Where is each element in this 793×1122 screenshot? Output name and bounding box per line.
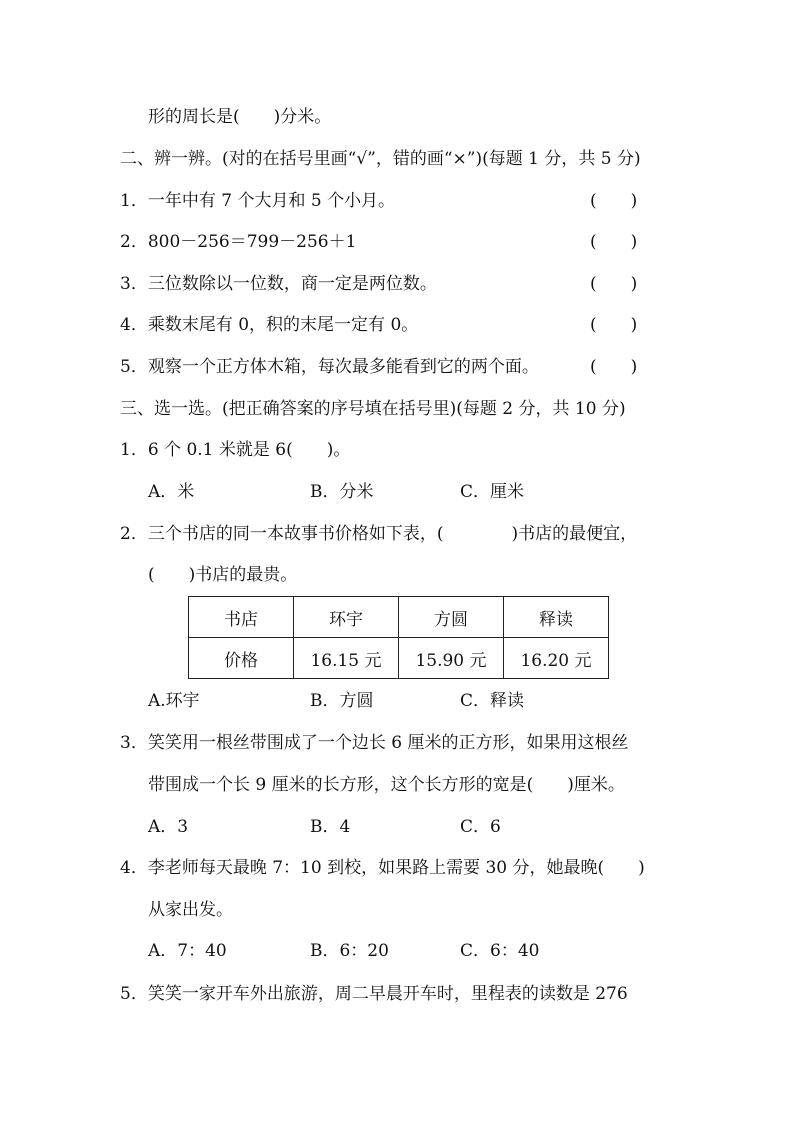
choice-q2-stem-line2: ( )书店的最贵。 xyxy=(148,565,298,585)
choice-q3-stem-line1: 3．笑笑用一根丝带围成了一个边长 6 厘米的正方形，如果用这根丝 xyxy=(120,733,629,753)
table-header-cell: 释读 xyxy=(504,597,609,638)
judge-item-2: 2．800－256＝799－256＋1 xyxy=(120,232,357,252)
table-cell: 价格 xyxy=(189,638,294,679)
table-cell: 16.20 元 xyxy=(504,638,609,679)
choice-q4-option-c[interactable]: C．6：40 xyxy=(460,941,540,961)
choice-q4-stem-line1: 4．李老师每天最晚 7：10 到校，如果路上需要 30 分，她最晚( ) xyxy=(120,858,645,878)
judge-item-3: 3．三位数除以一位数，商一定是两位数。 xyxy=(120,274,437,294)
choice-q1-stem: 1．6 个 0.1 米就是 6( )。 xyxy=(120,440,351,460)
table-cell: 15.90 元 xyxy=(399,638,504,679)
choice-q2-stem-line1: 2．三个书店的同一本故事书价格如下表，( )书店的最便宜， xyxy=(120,524,638,544)
choice-q5-stem-line1: 5．笑笑一家开车外出旅游，周二早晨开车时，里程表的读数是 276 xyxy=(120,984,628,1004)
choice-q2-option-c[interactable]: C．释读 xyxy=(460,691,525,711)
bookstore-price-table xyxy=(188,596,609,679)
judge-item-4: 4．乘数末尾有 0，积的末尾一定有 0。 xyxy=(120,315,419,335)
choice-q3-option-a[interactable]: A．3 xyxy=(148,817,189,837)
choice-q3-stem-line2: 带围成一个长 9 厘米的长方形，这个长方形的宽是( )厘米。 xyxy=(148,775,625,795)
judge-answer-blank-5[interactable]: ( ) xyxy=(590,357,638,377)
choice-q2-option-b[interactable]: B．方圆 xyxy=(310,691,374,711)
table-row xyxy=(189,638,609,679)
judge-answer-blank-2[interactable]: ( ) xyxy=(590,232,638,252)
judge-answer-blank-4[interactable]: ( ) xyxy=(590,315,638,335)
choice-q3-option-c[interactable]: C．6 xyxy=(460,817,501,837)
section-3-title: 三、选一选。(把正确答案的序号填在括号里)(每题 2 分，共 10 分) xyxy=(120,399,626,419)
choice-q1-option-a[interactable]: A．米 xyxy=(148,482,195,502)
continued-question-line: 形的周长是( )分米。 xyxy=(148,107,332,127)
choice-q4-stem-line2: 从家出发。 xyxy=(148,900,233,920)
table-header-cell: 环宇 xyxy=(294,597,399,638)
section-2-title: 二、辨一辨。(对的在括号里画“√”，错的画“×”)(每题 1 分，共 5 分) xyxy=(120,149,641,169)
choice-q4-option-b[interactable]: B．6：20 xyxy=(310,941,389,961)
choice-q1-option-b[interactable]: B．分米 xyxy=(310,482,374,502)
choice-q2-option-a[interactable]: A.环宇 xyxy=(148,691,200,711)
judge-answer-blank-1[interactable]: ( ) xyxy=(590,191,638,211)
judge-answer-blank-3[interactable]: ( ) xyxy=(590,274,638,294)
table-cell: 16.15 元 xyxy=(294,638,399,679)
choice-q4-option-a[interactable]: A．7：40 xyxy=(148,941,227,961)
table-header-row xyxy=(189,597,609,638)
choice-q3-option-b[interactable]: B．4 xyxy=(310,817,351,837)
judge-item-5: 5．观察一个正方体木箱，每次最多能看到它的两个面。 xyxy=(120,357,539,377)
table-header-cell: 方圆 xyxy=(399,597,504,638)
table-header-cell: 书店 xyxy=(189,597,294,638)
judge-item-1: 1．一年中有 7 个大月和 5 个小月。 xyxy=(120,191,396,211)
choice-q1-option-c[interactable]: C．厘米 xyxy=(460,482,525,502)
